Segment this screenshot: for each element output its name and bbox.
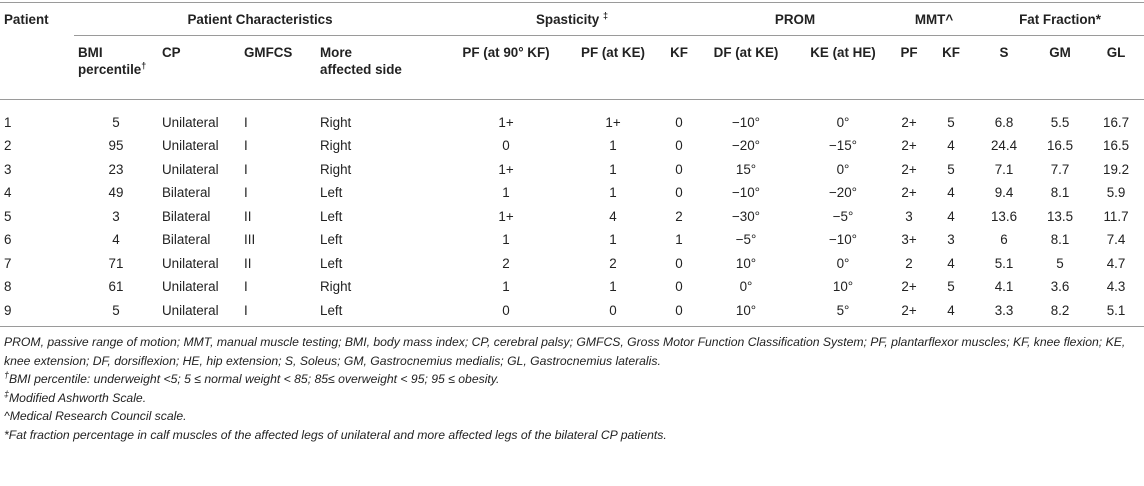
- cell-cp: Unilateral: [158, 299, 240, 327]
- header-row-columns: [0, 36, 1144, 100]
- cell-mmt-kf: 5: [947, 279, 955, 295]
- cell-cp: Bilateral: [162, 208, 211, 224]
- footnote-fat-fraction: *Fat fraction percentage in calf muscles of the affected legs of unilateral and more affected legs of the bilateral CP patients.: [4, 427, 667, 442]
- cell-mmt-pf: 3+: [901, 232, 917, 248]
- cell-pf90: 1: [502, 279, 510, 295]
- cell-gmfcs: III: [244, 232, 256, 248]
- cell-bmi: 5: [112, 114, 120, 130]
- cell-dfke: 0°: [739, 279, 753, 295]
- cell-dfke: −10°: [731, 185, 761, 201]
- header-bmi-line2: percentile: [78, 62, 142, 77]
- cell-fat-gm: 8.2: [1032, 299, 1088, 327]
- cell-fat-gl: 5.9: [1106, 185, 1126, 201]
- cell-fat-s: 4.1: [994, 279, 1014, 295]
- cell-pf90: 1: [502, 232, 510, 248]
- cell-dfke: −5°: [735, 232, 757, 248]
- cell-kehe: 0°: [836, 114, 850, 130]
- cell-pf90: 1+: [498, 114, 514, 130]
- header-fat-gl: GL: [1088, 36, 1144, 100]
- table-row: [0, 228, 1144, 252]
- cell-mmt-pf: 2+: [892, 299, 926, 327]
- cell-pfke: 1+: [605, 114, 621, 130]
- cell-fat-s: 6.8: [994, 114, 1014, 130]
- cell-cp: Unilateral: [162, 279, 219, 295]
- header-bmi-line1: BMI: [78, 45, 103, 60]
- cell-patient: 8: [4, 279, 12, 295]
- cell-fat-gl: 7.4: [1106, 232, 1126, 248]
- cell-dfke: −10°: [731, 114, 761, 130]
- footnote-bmi-mark: †: [4, 369, 10, 380]
- cell-gmfcs: I: [244, 279, 248, 295]
- cell-side: Left: [320, 185, 343, 201]
- cell-kehe: 10°: [832, 279, 854, 295]
- cell-patient: 3: [4, 161, 12, 177]
- cell-side: Left: [320, 208, 343, 224]
- cell-fat-gm: 5: [1056, 255, 1064, 271]
- cell-mmt-pf: 2+: [901, 161, 917, 177]
- cell-patient: 5: [4, 208, 12, 224]
- header-group-fat-fraction: Fat Fraction*: [976, 3, 1144, 36]
- cell-mmt-kf: 3: [947, 232, 955, 248]
- table-row: [0, 252, 1144, 276]
- cell-fat-s: 7.1: [994, 161, 1014, 177]
- cell-dfke: −30°: [731, 208, 761, 224]
- cell-gmfcs: I: [240, 299, 316, 327]
- cell-dfke: 15°: [735, 161, 757, 177]
- cell-side: Left: [320, 255, 343, 271]
- footnote-ashworth-text: Modified Ashworth Scale.: [9, 390, 147, 405]
- cell-gmfcs: I: [244, 138, 248, 154]
- footnote-abbreviations: PROM, passive range of motion; MMT, manual muscle testing; BMI, body mass index; CP, cerebral palsy; GMFCS, Gross Motor Function Classification System; PF, plantarflexor muscles; KF, knee flexion; KE, knee extension; DF, dorsiflexion; HE, hip extension; S, Soleus; GM, Gastrocnemius medialis; GL, Gastrocnemius lateralis.: [4, 335, 1126, 368]
- cell-fat-gl: 4.3: [1106, 279, 1126, 295]
- cell-patient: 7: [4, 255, 12, 271]
- cell-kf: 0: [675, 255, 683, 271]
- cell-side: Right: [320, 114, 352, 130]
- footnote-ashworth-mark: ‡: [4, 388, 10, 399]
- cell-kf: 0: [675, 161, 683, 177]
- patient-characteristics-table: [0, 2, 1144, 327]
- cell-fat-s: 13.6: [990, 208, 1018, 224]
- table-footnotes: [0, 327, 1144, 444]
- table-row: [0, 100, 1144, 135]
- cell-mmt-pf: 2+: [901, 185, 917, 201]
- header-group-characteristics: Patient Characteristics: [74, 3, 446, 36]
- header-affected-side: [316, 36, 446, 100]
- cell-bmi: 49: [108, 185, 124, 201]
- header-df-ke: DF (at KE): [698, 36, 794, 100]
- cell-pfke: 1: [609, 138, 617, 154]
- footnote-bmi: [4, 370, 1140, 389]
- table-row: [0, 299, 1144, 327]
- cell-pfke: 1: [609, 279, 617, 295]
- footnote-mrc: ^Medical Research Council scale.: [4, 409, 187, 423]
- cell-fat-s: 6: [1000, 232, 1008, 248]
- spasticity-footnote-mark: ‡: [603, 10, 609, 21]
- cell-kf: 0: [660, 299, 698, 327]
- cell-pf90: 1: [502, 185, 510, 201]
- table-row: [0, 134, 1144, 158]
- cell-mmt-kf: 4: [947, 185, 955, 201]
- cell-kf: 2: [675, 208, 683, 224]
- header-mmt-kf: KF: [926, 36, 976, 100]
- header-pf-90kf: PF (at 90° KF): [446, 36, 566, 100]
- cell-fat-gm: 3.6: [1050, 279, 1070, 295]
- cell-gmfcs: I: [244, 114, 248, 130]
- header-side-line1: More: [320, 45, 352, 60]
- cell-mmt-pf: 2+: [901, 114, 917, 130]
- cell-kf: 0: [675, 138, 683, 154]
- cell-side: Left: [320, 232, 343, 248]
- cell-pf90: 1+: [498, 161, 514, 177]
- cell-fat-gl: 5.1: [1088, 299, 1144, 327]
- table-row: [0, 275, 1144, 299]
- header-group-mmt: MMT^: [892, 3, 976, 36]
- cell-fat-gl: 4.7: [1106, 255, 1126, 271]
- header-gmfcs: GMFCS: [240, 36, 316, 100]
- cell-fat-gm: 8.1: [1050, 185, 1070, 201]
- cell-pfke: 1: [609, 161, 617, 177]
- header-ke-he: KE (at HE): [794, 36, 892, 100]
- header-cp: CP: [158, 36, 240, 100]
- cell-fat-gl: 16.7: [1103, 114, 1130, 130]
- header-bmi: [74, 36, 158, 100]
- header-row-groups: [0, 3, 1144, 36]
- cell-pf90: 1+: [498, 208, 514, 224]
- table-row: [0, 158, 1144, 182]
- cell-pfke: 4: [609, 208, 617, 224]
- cell-mmt-kf: 5: [947, 161, 955, 177]
- header-spasticity-kf: KF: [660, 36, 698, 100]
- bmi-footnote-mark: †: [141, 60, 147, 71]
- header-fat-s: S: [976, 36, 1032, 100]
- cell-pfke: 1: [609, 185, 617, 201]
- cell-bmi: 23: [108, 161, 124, 177]
- cell-side: Right: [320, 161, 352, 177]
- cell-side: Right: [320, 279, 352, 295]
- cell-mmt-kf: 5: [947, 114, 955, 130]
- cell-kf: 1: [675, 232, 683, 248]
- cell-patient: 9: [0, 299, 74, 327]
- cell-cp: Unilateral: [162, 255, 219, 271]
- table-row: [0, 205, 1144, 229]
- cell-bmi: 3: [112, 208, 120, 224]
- cell-bmi: 95: [108, 138, 124, 154]
- cell-fat-gm: 13.5: [1046, 208, 1074, 224]
- cell-pfke: 1: [609, 232, 617, 248]
- cell-mmt-pf: 3: [905, 208, 913, 224]
- cell-kf: 0: [675, 279, 683, 295]
- cell-pf90: 0: [446, 299, 566, 327]
- cell-cp: Unilateral: [162, 138, 219, 154]
- cell-fat-gl: 11.7: [1103, 208, 1129, 224]
- cell-mmt-kf: 4: [947, 208, 955, 224]
- cell-kehe: 5°: [794, 299, 892, 327]
- cell-kehe: −10°: [828, 232, 858, 248]
- table-row: [0, 181, 1144, 205]
- cell-kf: 0: [675, 185, 683, 201]
- cell-patient: 6: [4, 232, 12, 248]
- header-group-spasticity: [446, 3, 698, 36]
- cell-fat-s: 3.3: [976, 299, 1032, 327]
- cell-gmfcs: I: [244, 185, 248, 201]
- cell-bmi: 71: [108, 255, 124, 271]
- cell-patient: 4: [4, 185, 12, 201]
- header-group-prom: PROM: [698, 3, 892, 36]
- cell-fat-gm: 16.5: [1046, 138, 1074, 154]
- cell-pfke: 0: [566, 299, 660, 327]
- cell-side: Left: [316, 299, 446, 327]
- cell-fat-s: 5.1: [994, 255, 1014, 271]
- header-mmt-pf: PF: [892, 36, 926, 100]
- cell-fat-gl: 16.5: [1103, 138, 1130, 154]
- header-group-spasticity-label: Spasticity: [536, 12, 600, 27]
- cell-fat-gm: 8.1: [1050, 232, 1070, 248]
- cell-cp: Unilateral: [162, 161, 219, 177]
- cell-bmi: 4: [112, 232, 120, 248]
- cell-cp: Unilateral: [162, 114, 219, 130]
- cell-cp: Bilateral: [162, 185, 211, 201]
- cell-mmt-kf: 4: [926, 299, 976, 327]
- cell-mmt-kf: 4: [947, 138, 955, 154]
- cell-bmi: 5: [74, 299, 158, 327]
- footnote-ashworth: [4, 389, 1140, 408]
- cell-patient: 1: [4, 114, 12, 130]
- cell-fat-gm: 5.5: [1050, 114, 1070, 130]
- cell-gmfcs: II: [244, 208, 252, 224]
- cell-cp: Bilateral: [162, 232, 211, 248]
- cell-dfke: −20°: [731, 138, 761, 154]
- header-patient: Patient: [0, 3, 74, 100]
- cell-dfke: 10°: [735, 255, 757, 271]
- cell-mmt-pf: 2+: [901, 138, 917, 154]
- cell-dfke: 10°: [698, 299, 794, 327]
- cell-kehe: 0°: [836, 161, 850, 177]
- cell-patient: 2: [4, 138, 12, 154]
- cell-kehe: −20°: [828, 185, 858, 201]
- cell-kehe: 0°: [836, 255, 850, 271]
- cell-kehe: −15°: [828, 138, 858, 154]
- cell-pf90: 0: [502, 138, 510, 154]
- cell-fat-gl: 19.2: [1103, 161, 1130, 177]
- cell-fat-gm: 7.7: [1050, 161, 1070, 177]
- cell-fat-s: 24.4: [990, 138, 1018, 154]
- cell-fat-s: 9.4: [994, 185, 1014, 201]
- cell-mmt-pf: 2: [905, 255, 913, 271]
- cell-kf: 0: [675, 114, 683, 130]
- cell-side: Right: [320, 138, 352, 154]
- header-pf-ke: PF (at KE): [566, 36, 660, 100]
- cell-kehe: −5°: [832, 208, 854, 224]
- header-fat-gm: GM: [1032, 36, 1088, 100]
- cell-pfke: 2: [609, 255, 617, 271]
- cell-gmfcs: II: [244, 255, 252, 271]
- header-side-line2: affected side: [320, 62, 402, 77]
- cell-mmt-pf: 2+: [901, 279, 917, 295]
- cell-gmfcs: I: [244, 161, 248, 177]
- cell-pf90: 2: [502, 255, 510, 271]
- cell-bmi: 61: [108, 279, 124, 295]
- footnote-bmi-text: BMI percentile: underweight <5; 5 ≤ normal weight < 85; 85≤ overweight < 95; 95 ≤ obesity.: [9, 372, 500, 386]
- cell-mmt-kf: 4: [947, 255, 955, 271]
